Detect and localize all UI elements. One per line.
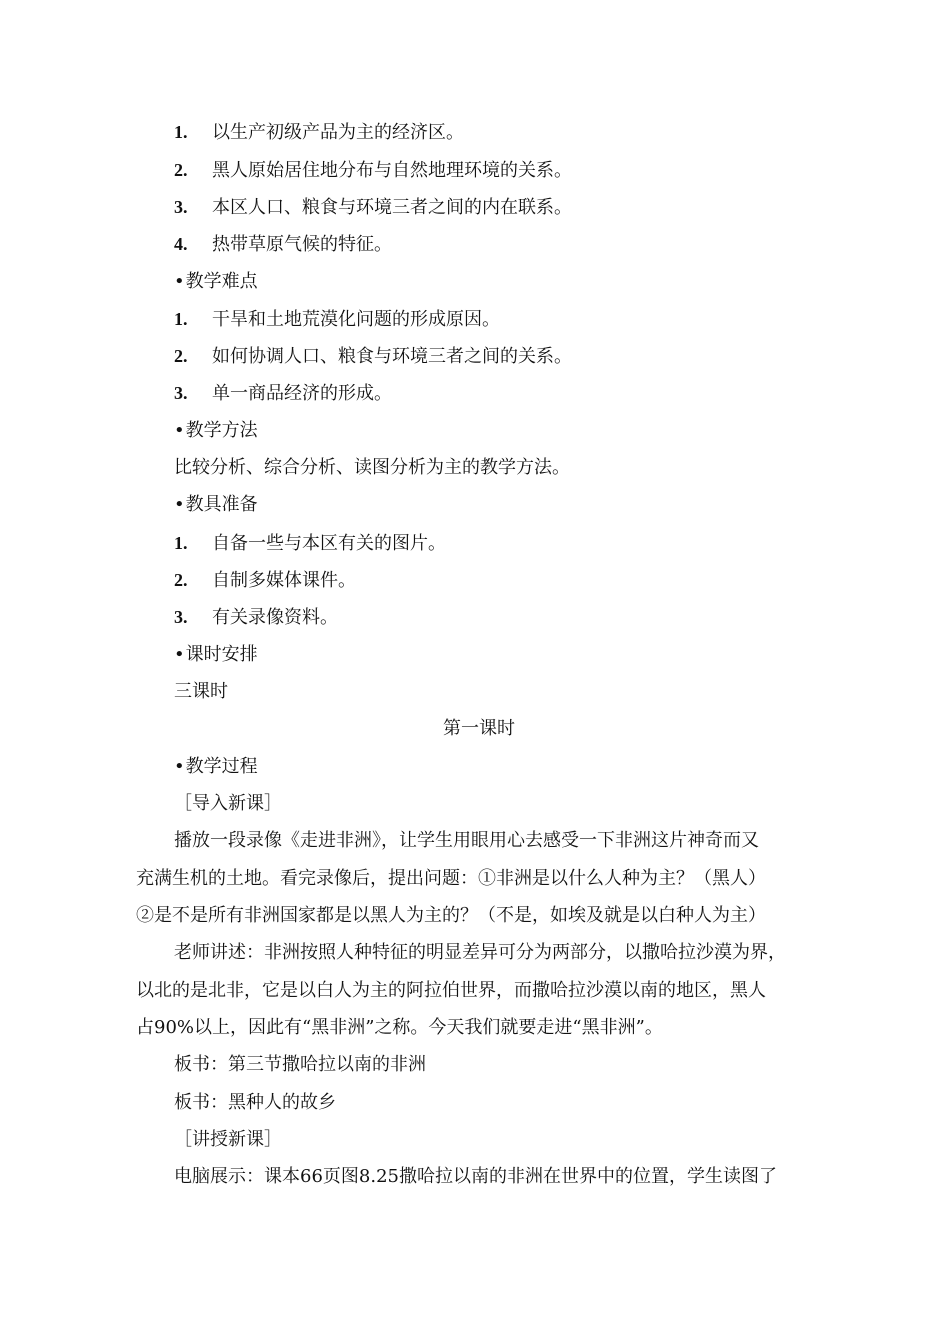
para2-line-1: 老师讲述：非洲按照人种特征的明显差异可分为两部分，以撒哈拉沙漠为界， [174, 942, 786, 963]
board-note-1: 板书：第三节撒哈拉以南的非洲 [174, 1054, 426, 1075]
lesson-title: 第一课时 [443, 718, 515, 739]
key-point-2: 2. 黑人原始居住地分布与自然地理环境的关系。 [174, 160, 572, 181]
board-note-2: 板书：黑种人的故乡 [174, 1092, 336, 1113]
intro-label: ［导入新课］ [174, 793, 282, 814]
para1-line-3: ②是不是所有非洲国家都是以黑人为主的？（不是，如埃及就是以白种人为主） [136, 905, 766, 926]
key-point-4: 4. 热带草原气候的特征。 [174, 234, 392, 255]
difficulty-2: 2. 如何协调人口、粮食与环境三者之间的关系。 [174, 346, 572, 367]
key-point-3: 3. 本区人口、粮食与环境三者之间的内在联系。 [174, 197, 572, 218]
method-heading: • 教学方法 [174, 419, 258, 443]
tool-2: 2. 自制多媒体课件。 [174, 570, 356, 591]
para2-line-3: 占90%以上，因此有“黑非洲”之称。今天我们就要走进“黑非洲”。 [136, 1017, 663, 1038]
tool-1: 1. 自备一些与本区有关的图片。 [174, 533, 446, 554]
difficulty-1: 1. 干旱和土地荒漠化问题的形成原因。 [174, 309, 500, 330]
para3-line-1: 电脑展示：课本66页图8.25撒哈拉以南的非洲在世界中的位置，学生读图了 [174, 1166, 777, 1187]
key-point-1: 1. 以生产初级产品为主的经济区。 [174, 122, 464, 143]
method-text: 比较分析、综合分析、读图分析为主的教学方法。 [174, 457, 570, 478]
para1-line-2: 充满生机的土地。看完录像后，提出问题：①非洲是以什么人种为主？（黑人） [136, 868, 766, 889]
para1-line-1: 播放一段录像《走进非洲》，让学生用眼用心去感受一下非洲这片神奇而又 [174, 830, 759, 851]
schedule-text: 三课时 [174, 681, 228, 702]
difficulty-3: 3. 单一商品经济的形成。 [174, 383, 392, 404]
difficulty-heading: • 教学难点 [174, 270, 258, 294]
tools-heading: • 教具准备 [174, 493, 258, 517]
process-heading: • 教学过程 [174, 755, 258, 779]
schedule-heading: • 课时安排 [174, 643, 258, 667]
new-lesson-label: ［讲授新课］ [174, 1129, 282, 1150]
para2-line-2: 以北的是北非，它是以白人为主的阿拉伯世界，而撒哈拉沙漠以南的地区，黑人 [136, 980, 766, 1001]
tool-3: 3. 有关录像资料。 [174, 607, 338, 628]
